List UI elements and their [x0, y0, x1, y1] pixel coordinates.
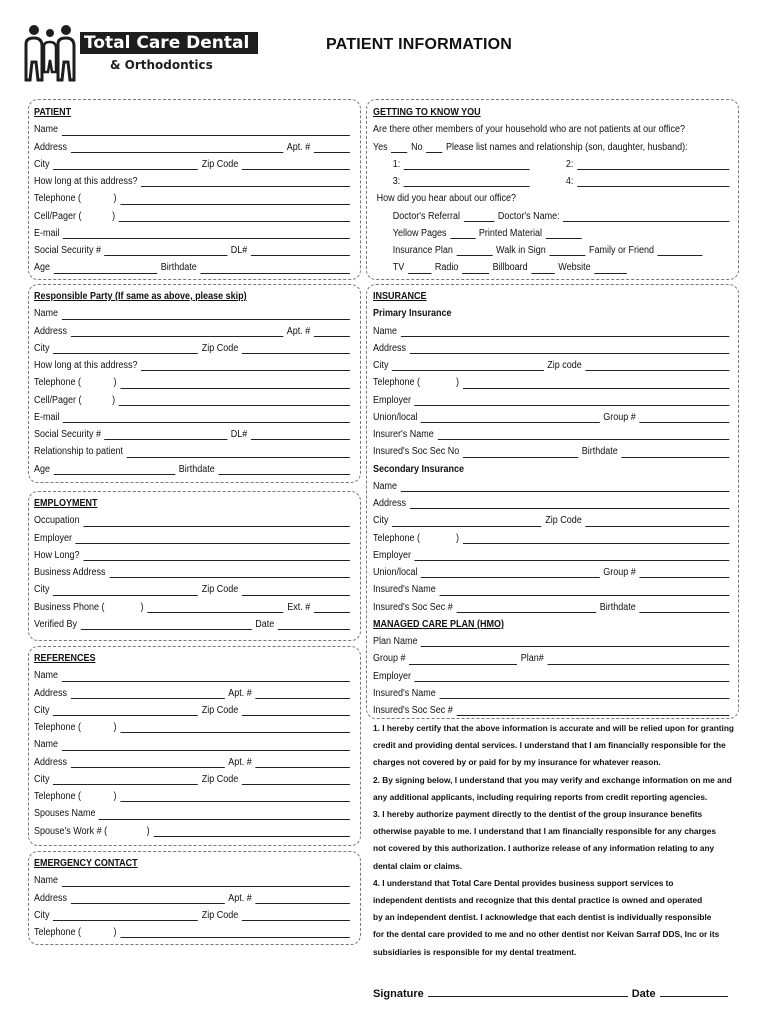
address-label: Address [373, 342, 407, 354]
business-phone-label: Business Phone ( [34, 601, 105, 613]
cert-line: independent dentists and recognize that this dental practice is owned and operated [373, 895, 703, 906]
city-label: City [34, 584, 50, 596]
city-label: City [34, 704, 50, 716]
apt-field[interactable] [255, 903, 350, 904]
name-label: Name [373, 325, 398, 337]
secondary-zip-field[interactable] [585, 526, 729, 527]
member-4-label: 4: [565, 176, 574, 187]
employment-heading: EMPLOYMENT [34, 498, 98, 509]
email-field[interactable] [63, 422, 350, 423]
cell-field[interactable] [119, 405, 350, 406]
name-field[interactable] [401, 336, 730, 337]
address-field[interactable] [71, 698, 225, 699]
employer-label: Employer [34, 532, 73, 544]
how-long-label: How long at this address? [34, 360, 138, 371]
certification-text [373, 720, 737, 961]
logo-tagline: & Orthodontics [110, 58, 213, 72]
cert-line: not covered by this authorization. I authorize release of any information relating to any [373, 843, 715, 854]
hmo-insureds-soc-label: Insured's Soc Sec # [373, 705, 453, 716]
dl-label: DL# [230, 429, 248, 440]
telephone-label: Telephone ( [373, 377, 421, 389]
cell-field[interactable] [119, 221, 350, 222]
secondary-employer-label: Employer [373, 549, 412, 561]
name-label-2: Name [34, 739, 59, 751]
city-label-2: City [34, 773, 50, 785]
zip-field[interactable] [242, 920, 350, 921]
apt-label: Apt. # [286, 325, 311, 337]
secondary-union-field[interactable] [421, 577, 600, 578]
member-2-field[interactable] [577, 169, 729, 170]
telephone-label: Telephone ( [34, 722, 82, 733]
union-label: Union/local [373, 411, 418, 423]
relationship-field[interactable] [127, 457, 350, 458]
cert-line: credit and providing dental services. I understand that I am financially responsible for the [373, 740, 726, 751]
occupation-field[interactable] [83, 526, 350, 527]
spouses-work-field[interactable] [153, 836, 350, 837]
hmo-insureds-name-label: Insured's Name [373, 687, 436, 699]
name-field[interactable] [62, 886, 350, 887]
cert-line: 1. I hereby certify that the above information is accurate and will be relied upon for granting [373, 723, 734, 733]
age-field[interactable] [54, 474, 176, 475]
family-friend-label: Family or Friend [588, 245, 654, 256]
apt-label-2: Apt. # [228, 756, 252, 768]
telephone-field[interactable] [120, 937, 350, 938]
address-label: Address [34, 687, 68, 699]
business-address-label: Business Address [34, 567, 106, 578]
member-4-field[interactable] [577, 186, 729, 187]
how-long-field[interactable] [141, 186, 350, 187]
how-long-field[interactable] [141, 370, 350, 371]
birthdate-field[interactable] [621, 457, 729, 458]
secondary-insurance-heading: Secondary Insurance [373, 463, 465, 475]
name-field[interactable] [62, 681, 350, 682]
address-field-2[interactable] [71, 767, 225, 768]
cell-label: Cell/Pager ( [34, 210, 82, 222]
business-address-field[interactable] [109, 577, 350, 578]
how-long-field[interactable] [83, 560, 350, 561]
telephone-label: Telephone ( [34, 193, 82, 205]
website-label: Website [558, 262, 591, 274]
name-label: Name [34, 124, 59, 136]
emergency-heading: EMERGENCY CONTACT [34, 858, 138, 869]
insurers-name-label: Insurer's Name [373, 429, 434, 440]
doctors-name-field[interactable] [563, 221, 729, 222]
telephone-field[interactable] [463, 388, 730, 389]
no-field[interactable] [426, 152, 442, 153]
apt-field[interactable] [255, 698, 350, 699]
telephone-label: Telephone ( [34, 927, 82, 938]
signature-row [373, 988, 733, 1000]
getting-to-know-heading: GETTING TO KNOW YOU [373, 107, 481, 118]
member-2-label: 2: [565, 158, 574, 170]
cert-line: by an independent dentist. I acknowledge that each dentist is individually responsible [373, 912, 712, 923]
city-field[interactable] [392, 370, 544, 371]
birthdate-field[interactable] [218, 474, 350, 475]
hear-question: How did you hear about our office? [376, 193, 517, 205]
signature-date-label: Date [631, 988, 656, 1000]
spouses-name-field[interactable] [99, 819, 350, 820]
references-heading: REFERENCES [34, 653, 96, 664]
address-label: Address [34, 325, 68, 337]
birthdate-label: Birthdate [178, 463, 215, 475]
city-field[interactable] [53, 595, 198, 596]
secondary-address-label: Address [373, 498, 407, 509]
address-field[interactable] [410, 353, 730, 354]
secondary-insureds-soc-label: Insured's Soc Sec # [373, 601, 453, 613]
how-long-label: How Long? [34, 549, 80, 561]
group-label: Group # [603, 411, 636, 423]
name-label: Name [34, 308, 59, 320]
yes-field[interactable] [391, 152, 407, 153]
radio-label: Radio [434, 262, 459, 274]
cert-line: 3. I hereby authorize payment directly to the dentist of the group insurance benefits [373, 809, 703, 820]
employer-field[interactable] [76, 543, 350, 544]
primary-insurance-heading: Primary Insurance [373, 308, 452, 320]
website-field[interactable] [594, 273, 626, 274]
telephone-label: Telephone ( [34, 377, 82, 389]
name-label: Name [34, 875, 59, 887]
secondary-employer-field[interactable] [415, 560, 730, 561]
apt-label: Apt. # [228, 687, 252, 699]
plan-name-field[interactable] [421, 646, 729, 647]
walk-in-field[interactable] [549, 255, 585, 256]
insurance-section: INSURANCE Primary Insurance Name Address City Zip code Telephone ( ) Employer Union/local Group # Insurer's Name Insured's Soc Sec No Birthdate Secondary Insurance Name Address City Zip Code Telephone ( ) Employer Union/local Group # Insured's Name Insured's Soc Sec # Birthdate MANAGED CARE PLAN (HMO) Plan Name Group # Plan# Employer Insured's Name Insured's Soc Sec # [373, 288, 733, 719]
union-field[interactable] [421, 422, 600, 423]
secondary-birthdate-field[interactable] [639, 612, 729, 613]
secondary-group-field[interactable] [639, 577, 729, 578]
ext-label: Ext. # [287, 601, 311, 613]
zip-field[interactable] [242, 595, 350, 596]
city-field-2[interactable] [53, 784, 198, 785]
secondary-birthdate-label: Birthdate [599, 601, 636, 613]
apt-field-2[interactable] [255, 767, 350, 768]
plan-number-field[interactable] [547, 664, 729, 665]
doctors-name-label: Doctor's Name: [497, 210, 560, 222]
age-field[interactable] [54, 273, 158, 274]
billboard-field[interactable] [531, 273, 554, 274]
hmo-group-label: Group # [373, 653, 406, 665]
birthdate-label: Birthdate [160, 262, 197, 274]
tooth-family-icon [22, 22, 78, 84]
hmo-employer-label: Employer [373, 670, 412, 682]
zip-field[interactable] [585, 370, 729, 371]
ssn-label: Social Security # [34, 245, 102, 256]
dl-field[interactable] [251, 255, 350, 256]
cell-label: Cell/Pager ( [34, 394, 82, 406]
telephone-field[interactable] [120, 732, 350, 733]
spouses-name-label: Spouses Name [34, 808, 96, 820]
cert-line: charges not covered by or paid for by my insurance for whatever reason. [373, 757, 661, 768]
business-phone-field[interactable] [147, 612, 284, 613]
zip-field[interactable] [242, 169, 350, 170]
secondary-name-field[interactable] [401, 491, 730, 492]
zip-label: Zip Code [201, 342, 239, 354]
zip-label: Zip Code [201, 704, 239, 716]
member-3-field[interactable] [404, 186, 530, 187]
printed-material-field[interactable] [546, 238, 582, 239]
secondary-telephone-label: Telephone ( [373, 532, 421, 544]
address-field[interactable] [71, 903, 225, 904]
cert-line: 2. By signing below, I understand that you may verify and exchange information on me and [373, 774, 732, 785]
name-label: Name [34, 670, 59, 682]
address-field[interactable] [71, 336, 284, 337]
list-prompt: Please list names and relationship (son, daughter, husband): [446, 141, 688, 153]
apt-field[interactable] [314, 336, 350, 337]
getting-to-know-section [373, 104, 733, 277]
how-long-label: How long at this address? [34, 176, 138, 187]
member-3-label: 3: [392, 176, 401, 187]
household-question: Are there other members of your household who are not patients at our office? [373, 124, 686, 136]
zip-label-2: Zip Code [201, 773, 239, 785]
page-title: PATIENT INFORMATION [326, 36, 513, 53]
practice-logo [22, 22, 252, 84]
hmo-insureds-name-field[interactable] [439, 698, 729, 699]
doctors-referral-field[interactable] [464, 221, 495, 222]
age-label: Age [34, 262, 51, 274]
yellow-pages-label: Yellow Pages [392, 227, 447, 239]
city-field[interactable] [53, 353, 198, 354]
ssn-label: Social Security # [34, 429, 102, 440]
insurance-heading: INSURANCE [373, 291, 427, 302]
signature-field[interactable] [428, 996, 628, 997]
secondary-insureds-soc-field[interactable] [456, 612, 596, 613]
secondary-zip-label: Zip Code [545, 515, 582, 527]
relationship-label: Relationship to patient [34, 446, 124, 458]
managed-care-heading: MANAGED CARE PLAN (HMO) [373, 618, 504, 630]
group-field[interactable] [639, 422, 729, 423]
cert-line: otherwise payable to me. I understand that I am financially responsible for any charges [373, 826, 717, 837]
zip-label: Zip code [547, 360, 582, 371]
signature-label: Signature [373, 988, 424, 1000]
birthdate-field[interactable] [200, 273, 350, 274]
ext-field[interactable] [314, 612, 350, 613]
address-label: Address [34, 141, 68, 153]
name-field[interactable] [62, 135, 350, 136]
responsible-heading: Responsible Party (If same as above, please skip) [34, 291, 247, 302]
insurance-plan-field[interactable] [456, 255, 492, 256]
name-field[interactable] [62, 319, 350, 320]
doctors-referral-label: Doctor's Referral [392, 210, 461, 222]
secondary-telephone-field[interactable] [463, 543, 730, 544]
apt-label: Apt. # [286, 141, 311, 153]
verified-by-label: Verified By [34, 618, 78, 630]
address-label-2: Address [34, 756, 68, 768]
city-label: City [373, 360, 389, 371]
cert-line: 4. I understand that Total Care Dental provides business support services to [373, 877, 674, 888]
apt-label: Apt. # [228, 892, 252, 904]
dl-label: DL# [230, 245, 248, 256]
signature-date-field[interactable] [660, 996, 728, 997]
telephone-field-2[interactable] [120, 801, 350, 802]
tv-field[interactable] [408, 273, 431, 274]
city-field[interactable] [53, 169, 198, 170]
secondary-city-label: City [373, 515, 389, 527]
insureds-soc-label: Insured's Soc Sec No [373, 446, 460, 458]
references-section: REFERENCES Name Address Apt. # City Zip Code Telephone ( ) Name Address Apt. # City Zip Code Telephone ( ) Spouses Name Spouse's Work # ( ) [34, 650, 354, 840]
age-label: Age [34, 463, 51, 475]
date-field[interactable] [278, 629, 350, 630]
secondary-union-label: Union/local [373, 567, 418, 578]
city-label: City [34, 909, 50, 921]
dl-field[interactable] [251, 439, 350, 440]
ssn-field[interactable] [105, 439, 228, 440]
printed-material-label: Printed Material [478, 227, 542, 239]
billboard-label: Billboard [492, 262, 528, 274]
plan-name-label: Plan Name [373, 636, 418, 647]
member-1-field[interactable] [404, 169, 530, 170]
hmo-group-field[interactable] [409, 664, 517, 665]
occupation-label: Occupation [34, 515, 80, 527]
telephone-label-2: Telephone ( [34, 791, 82, 802]
birthdate-label: Birthdate [581, 446, 618, 458]
employer-field[interactable] [415, 405, 730, 406]
city-field[interactable] [53, 715, 198, 716]
logo-name: Total Care Dental [80, 32, 258, 54]
secondary-city-field[interactable] [392, 526, 542, 527]
zip-field[interactable] [242, 715, 350, 716]
emergency-section: EMERGENCY CONTACT Name Address Apt. # City Zip Code Telephone ( ) [34, 855, 354, 941]
yellow-pages-field[interactable] [450, 238, 475, 239]
address-field[interactable] [71, 152, 284, 153]
walk-in-label: Walk in Sign [496, 245, 546, 256]
employer-label: Employer [373, 394, 412, 406]
patient-heading: PATIENT [34, 107, 72, 118]
city-field[interactable] [53, 920, 198, 921]
insureds-soc-field[interactable] [463, 457, 578, 458]
secondary-name-label: Name [373, 480, 398, 492]
plan-number-label: Plan# [520, 653, 544, 665]
name-field-2[interactable] [62, 750, 350, 751]
cert-line: for the dental care provided to me and no other dentist nor Keivan Sarraf DDS, Inc or its [373, 929, 720, 940]
zip-label: Zip Code [201, 158, 239, 170]
no-label: No [411, 141, 423, 153]
zip-field[interactable] [242, 353, 350, 354]
insurance-plan-label: Insurance Plan [392, 245, 453, 256]
zip-label: Zip Code [201, 909, 239, 921]
secondary-group-label: Group # [603, 567, 636, 578]
responsible-section: Responsible Party (If same as above, please skip) Name Address Apt. # City Zip Code How long at this address? Telephone ( ) Cell/Pager ( ) E-mail Social Security # DL# Relationship to patient Age Birthdate [34, 288, 354, 478]
ssn-field[interactable] [105, 255, 228, 256]
cert-line: subsidiaries is responsible for my dental treatment. [373, 946, 577, 957]
hmo-insureds-soc-field[interactable] [456, 715, 729, 716]
patient-section: PATIENT Name Address Apt. # City Zip Code How long at this address? Telephone ( ) Cell/Pager ( ) E-mail Social Security # DL# Age Birthdate [34, 104, 354, 277]
city-label: City [34, 158, 50, 170]
verified-by-field[interactable] [81, 629, 252, 630]
yes-label: Yes [373, 141, 388, 153]
secondary-address-field[interactable] [410, 508, 730, 509]
radio-field[interactable] [462, 273, 489, 274]
insurers-name-field[interactable] [437, 439, 729, 440]
telephone-field[interactable] [120, 388, 350, 389]
family-friend-field[interactable] [658, 255, 703, 256]
address-label: Address [34, 892, 68, 904]
employment-section: EMPLOYMENT Occupation Employer How Long? Business Address City Zip Code Business Phone ( ) Ext. # Verified By Date [34, 495, 354, 633]
zip-field-2[interactable] [242, 784, 350, 785]
email-label: E-mail [34, 227, 60, 239]
spouses-work-label: Spouse's Work # ( [34, 825, 108, 837]
hmo-employer-field[interactable] [415, 681, 730, 682]
zip-label: Zip Code [201, 584, 239, 596]
apt-field[interactable] [314, 152, 350, 153]
member-1-label: 1: [392, 158, 401, 170]
secondary-insureds-name-label: Insured's Name [373, 584, 436, 596]
telephone-field[interactable] [120, 204, 350, 205]
date-label: Date [255, 618, 275, 630]
cert-line: any additional applicants, including requiring reports from credit reporting agencies. [373, 791, 708, 802]
secondary-insureds-name-field[interactable] [439, 595, 729, 596]
email-label: E-mail [34, 411, 60, 423]
city-label: City [34, 342, 50, 354]
email-field[interactable] [63, 238, 350, 239]
cert-line: dental claim or claims. [373, 860, 462, 871]
tv-label: TV [392, 262, 405, 274]
